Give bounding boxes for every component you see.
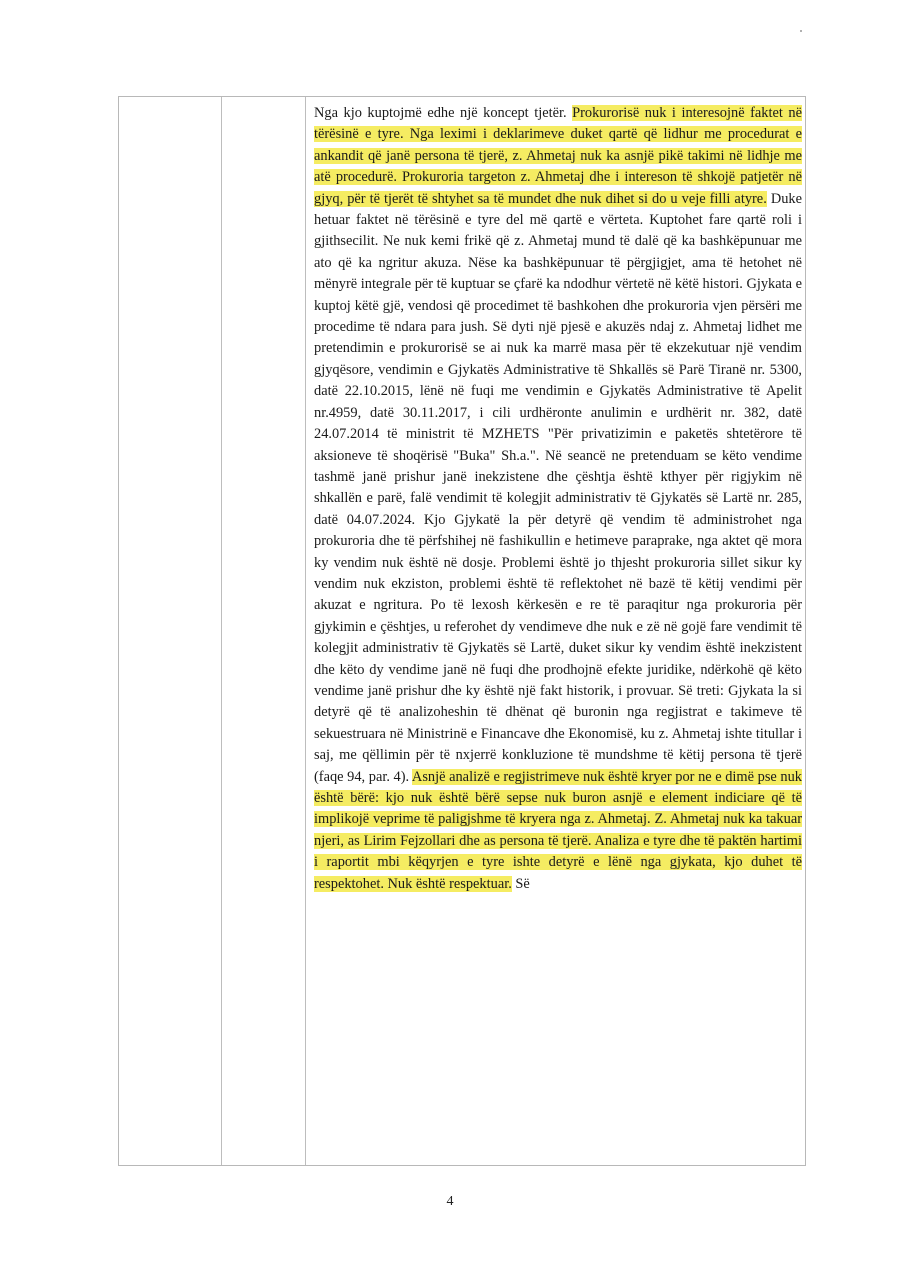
scan-speck (800, 30, 802, 32)
text-segment: Nga kjo kuptojmë edhe një koncept tjetër. (314, 105, 573, 121)
page-number: 4 (446, 1194, 454, 1209)
text-segment: Duke hetuar faktet në tërësinë e tyre del më qartë e vërteta. Kuptohet fare qartë roli i gjithsecilit. Ne nuk kemi frikë që z. Ahmetaj mund të dalë që ka bashkëpunuar me ato që ka ngritur akuza. Nëse ka bashkëpunuar të përgjigjet, ama të hetohet në mënyrë integrale për të kuptuar se çfarë ka ndodhur vërtetë në këtë histori. Gjykata e kuptoj këtë gjë, vendosi që procedimet të bashkohen dhe prokuroria vjen përsëri me procedime të ndara para jush. Së dyti një pjesë e akuzës ndaj z. Ahmetaj lidhet me pretendimin e prokurorisë se ai nuk ka marrë masa për të ekzekutuar një vendim gjyqësore, vendimin e Gjykatës Administrative të Shkallës së Parë Tiranë nr. 5300, datë 22.10.2015, lënë në fuqi me vendimin e Gjykatës Administrative të Apelit nr.4959, datë 30.11.2017, i cili urdhëronte anulimin e urdhërit nr. 382, datë 24.07.2014 të ministrit të MZHETS "Për privatizimin e paketës shtetërore të aksioneve të shoqërisë "Buka" Sh.a.". Në seancë ne pretenduam se këto vendime tashmë janë prishur janë inekzistene dhe çështja është kthyer për rigjykim në shkallën e parë, falë vendimit të kolegjit administrativ të Gjykatës së Lartë nr. 285, datë 04.07.2024. Kjo Gjykatë la për detyrë që vendim të administrohet nga prokuroria dhe të përfshihej në fashikullin e hetimeve paraprake, nga aktet që mora ky vendim nuk është në dosje. Problemi është jo thjesht prokuroria sillet sikur ky vendim nuk ekziston, problemi është të reflektohet në bazë të këtij vendimi për akuzat e ngritura. Po të lexosh kërkesën e re të paraqitur nga prokuroria për gjykimin e çështjes, u referohet dy vendimeve dhe nuk e zë në gojë fare vendimit të kolegjit administrativ të Gjykatës së Lartë, duket sikur ky vendim është inekzistent dhe këto dy vendime janë në fuqi dhe prodhojnë efekte juridike, ndërkohë që këto vendime janë prishur dhe ky është një fakt historik, i provuar. Së treti: Gjykata la si detyrë që të analizoheshin të dhënat që buronin nga regjistrat e takimeve të sekuestruara në Ministrinë e Financave dhe Ekonomisë, ku z. Ahmetaj ishte titullar i saj, me qëllimin për të nxjerrë konkluzione të mundshme të këtij persona të tjerë (faqe 94, par. 4). (314, 190, 802, 785)
table-column-divider (221, 97, 222, 1165)
text-segment: Së (511, 875, 530, 892)
body-paragraph (314, 103, 802, 895)
body-text-cell (314, 103, 802, 1165)
highlighted-text-segment: Prokurorisë nuk i interesojnë faktet në tërësinë e tyre. Nga leximi i deklarimeve duket qartë që lidhur me procedurat e ankandit që janë persona të tjerë, z. Ahmetaj nuk ka asnjë pikë takimi në lidhje me atë procedurë. Prokuroria targeton z. Ahmetaj dhe i intereson të shkojë patjetër në gjyq, për të tjerët të shtyhet sa të mundet dhe nuk dihet si do u veje filli atyre. (314, 105, 802, 207)
table-column-divider (305, 97, 306, 1165)
highlighted-text-segment: Asnjë analizë e regjistrimeve nuk është kryer por ne e dimë pse nuk është bërë: kjo nuk është bërë sepse nuk buron asnjë e element indiciare që të implikojë veprime të paligjshme të kryera nga z. Ahmetaj. Z. Ahmetaj nuk ka takuar njeri, as Lirim Fejzollari dhe as persona të tjerë. Analiza e tyre dhe të paktën hartimi i raportit mbi këqyrjen e tyre ishte detyrë e lënë nga gjykata, kjo duhet të respektohet. Nuk është respektuar. (314, 768, 802, 892)
document-table (118, 96, 806, 1166)
